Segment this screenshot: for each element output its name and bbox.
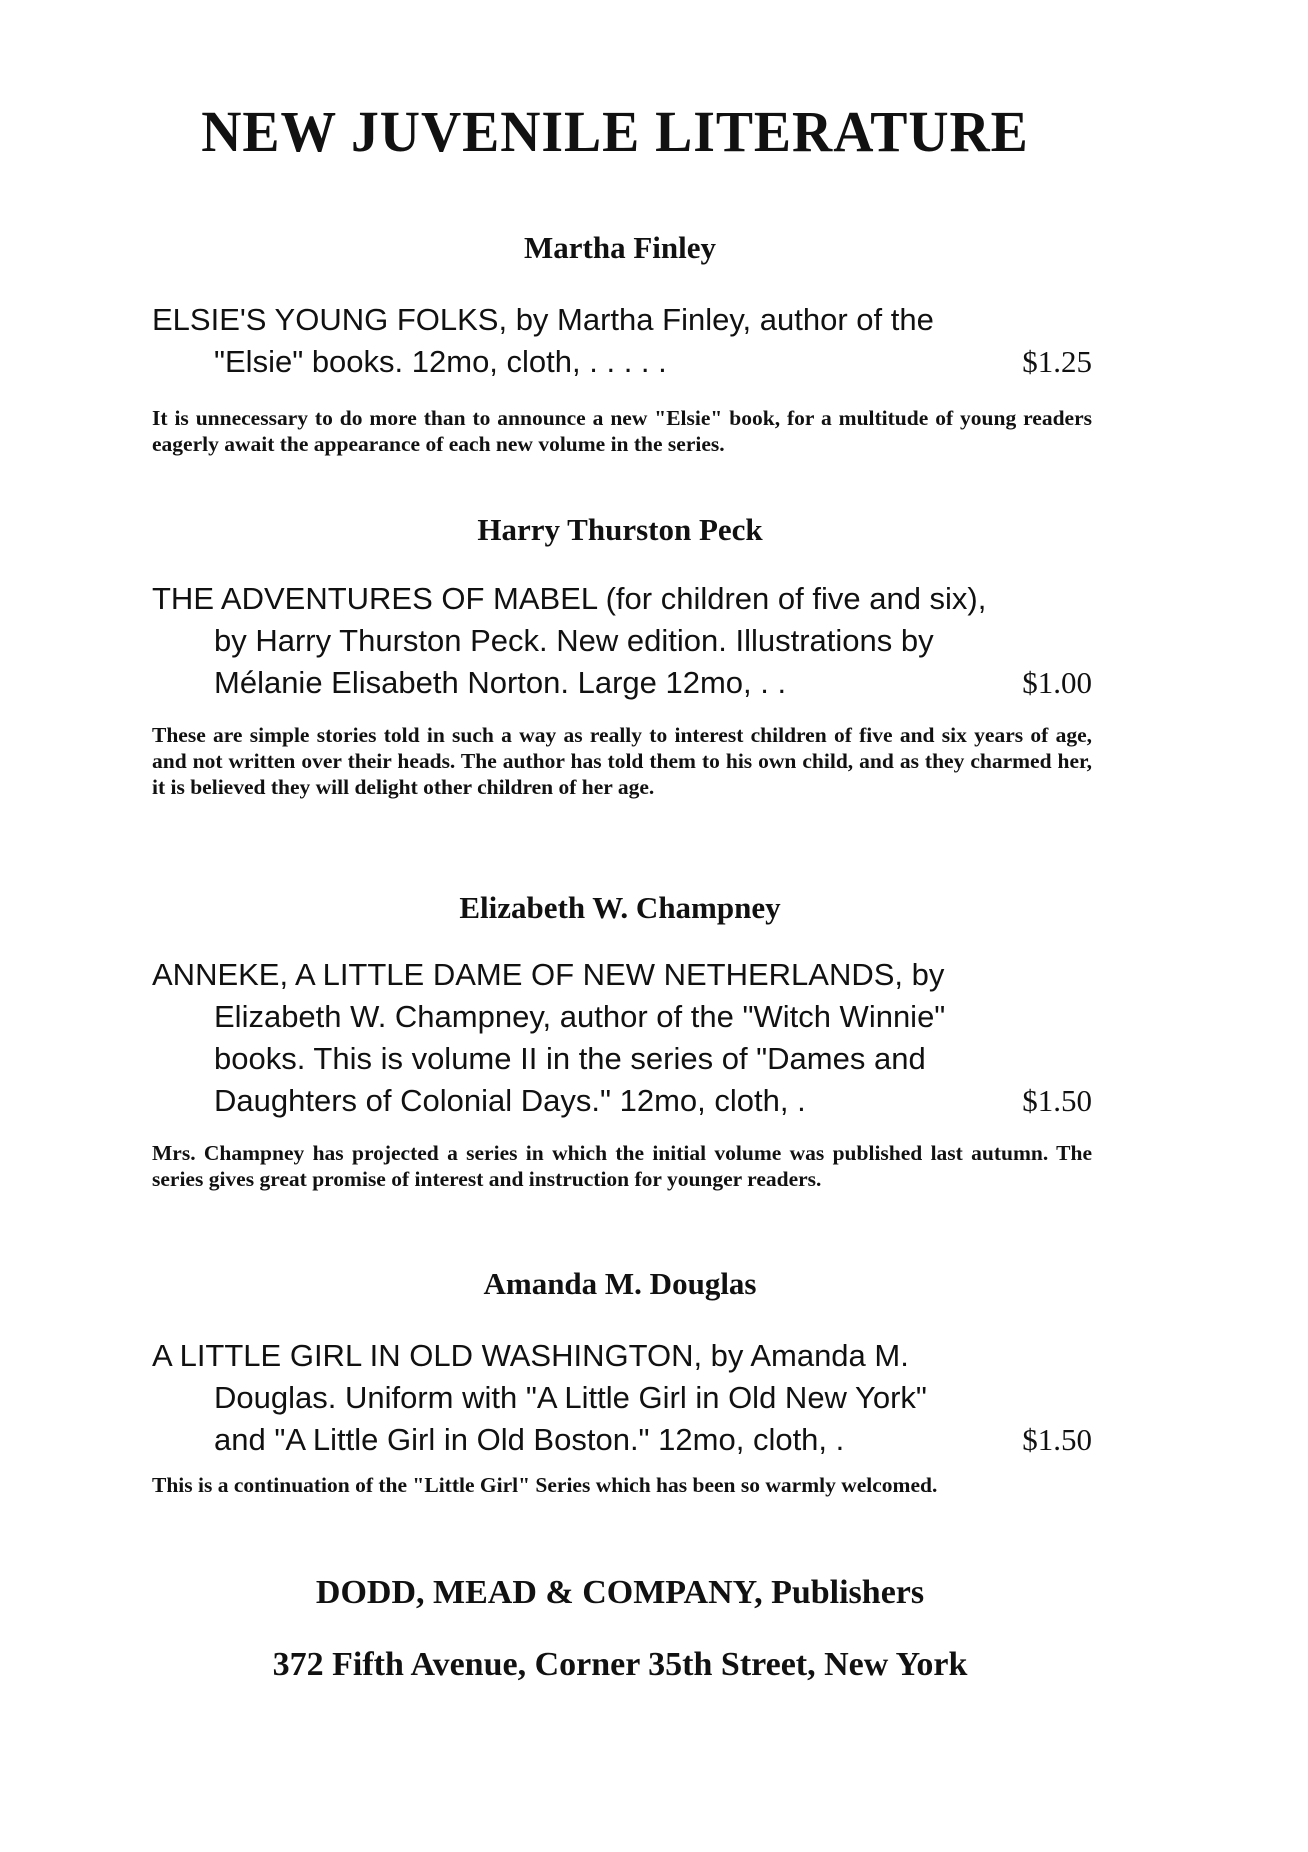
entry-line: A LITTLE GIRL IN OLD WASHINGTON, by Amanda M. xyxy=(152,1338,909,1373)
entry-line: and "A Little Girl in Old Boston." 12mo, cloth, . xyxy=(214,1422,845,1457)
book-entry-elsies-young-folks xyxy=(152,299,1092,383)
book-price: $1.25 xyxy=(1022,344,1092,379)
page-title: NEW JUVENILE LITERATURE xyxy=(201,99,1029,164)
author-heading-peck: Harry Thurston Peck xyxy=(477,512,763,547)
author-heading-douglas: Amanda M. Douglas xyxy=(483,1266,757,1301)
entry-line-with-price xyxy=(152,1080,1092,1122)
entry-line-with-price xyxy=(152,662,1092,704)
book-description: These are simple stories told in such a way as really to interest children of five and six years of age, and not written over their heads. The author has told them to his own child, and as they charmed her, it is believed they will delight other children of her age. xyxy=(152,723,1092,799)
entry-line: "Elsie" books. 12mo, cloth, . . . . . xyxy=(214,344,667,379)
entry-line-with-price xyxy=(152,1419,1092,1461)
entry-line: Mélanie Elisabeth Norton. Large 12mo, . . xyxy=(214,665,787,700)
book-description: It is unnecessary to do more than to announce a new "Elsie" book, for a multitude of young readers eagerly await the appearance of each new volume in the series. xyxy=(152,406,1092,456)
entry-line: Douglas. Uniform with "A Little Girl in Old New York" xyxy=(214,1380,927,1415)
entry-line: by Harry Thurston Peck. New edition. Illustrations by xyxy=(214,623,934,658)
book-description: This is a continuation of the "Little Girl" Series which has been so warmly welcomed. xyxy=(152,1473,938,1497)
publisher-address: 372 Fifth Avenue, Corner 35th Street, New York xyxy=(272,1646,968,1683)
entry-line: ANNEKE, A LITTLE DAME OF NEW NETHERLANDS, by xyxy=(152,957,945,992)
book-price: $1.50 xyxy=(1022,1083,1092,1118)
author-heading-finley: Martha Finley xyxy=(524,230,716,265)
book-price: $1.00 xyxy=(1022,665,1092,700)
entry-line: Daughters of Colonial Days." 12mo, cloth, . xyxy=(214,1083,806,1118)
entry-line: ELSIE'S YOUNG FOLKS, by Martha Finley, author of the xyxy=(152,302,934,337)
entry-line-with-price xyxy=(152,341,1092,383)
entry-line: THE ADVENTURES OF MABEL (for children of five and six), xyxy=(152,581,987,616)
author-heading-champney: Elizabeth W. Champney xyxy=(459,890,781,925)
book-entry-little-girl-washington xyxy=(152,1335,1092,1461)
book-entry-anneke xyxy=(152,954,1092,1122)
book-description: Mrs. Champney has projected a series in which the initial volume was published last autumn. The series gives great promise of interest and instruction for younger readers. xyxy=(152,1141,1092,1191)
book-price: $1.50 xyxy=(1022,1422,1092,1457)
entry-line: Elizabeth W. Champney, author of the "Witch Winnie" xyxy=(214,999,946,1034)
publisher-name: DODD, MEAD & COMPANY, Publishers xyxy=(315,1574,925,1611)
entry-line: books. This is volume II in the series of "Dames and xyxy=(214,1041,926,1076)
book-entry-adventures-of-mabel xyxy=(152,578,1092,704)
